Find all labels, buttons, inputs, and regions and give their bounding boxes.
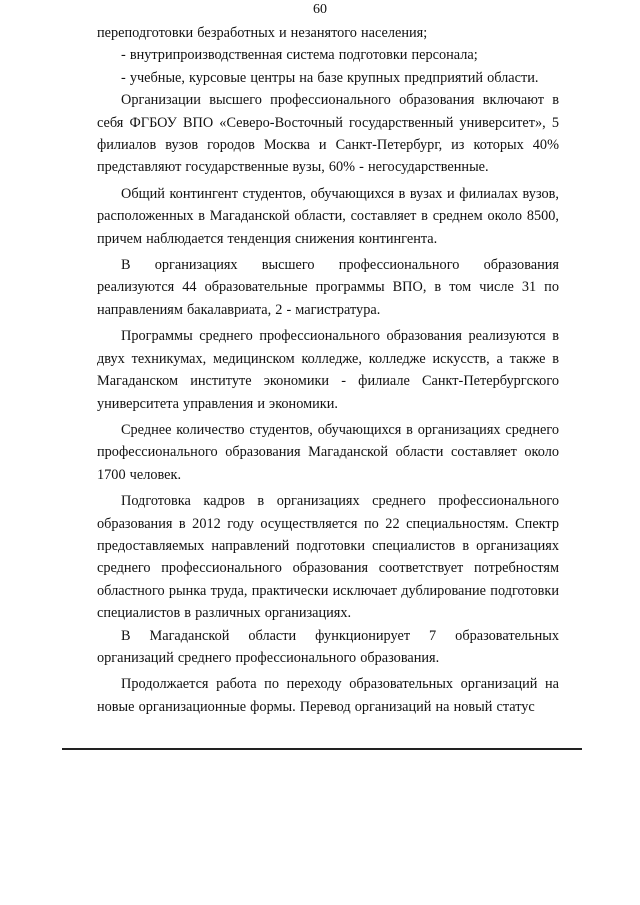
document-body xyxy=(97,22,559,718)
paragraph-secondary-students: Среднее количество студентов, обучающихся в организациях среднего профессионального образования Магаданской области составляет около 1700 человек. xyxy=(97,421,559,483)
bottom-divider xyxy=(62,748,582,750)
paragraph-higher-education-programs: В организациях высшего профессионального образования реализуются 44 образовательные программы ВПО, в том числе 31 по направлениям бакалавриата, 2 - магистратура. xyxy=(97,257,559,318)
paragraph-organizational-forms: Продолжается работа по переходу образовательных организаций на новые организационные формы. Перевод организаций на новый статус xyxy=(97,676,559,715)
list-item-internal-training: - внутрипроизводственная система подготовки персонала; xyxy=(121,47,478,64)
paragraph-higher-education-organizations: Организации высшего профессионального образования включают в себя ФГБОУ ВПО «Северо-Восточный государственный университет», 5 филиалов вузов городов Москва и Санкт-Петербург, из которых 40% представляют государственные вузы, 60% - негосударственные. xyxy=(97,92,559,176)
paragraph-organizations-count: В Магаданской области функционирует 7 образовательных организаций среднего профессионального образования. xyxy=(97,627,559,666)
paragraph-secondary-programs: Программы среднего профессионального образования реализуются в двух техникумах, медицинском колледже, колледже искусств, а также в Магаданском институте экономики - филиале Санкт-Петербургского университета управления и экономики. xyxy=(97,328,559,412)
paragraph-personnel-training: Подготовка кадров в организациях среднего профессионального образования в 2012 году осуществляется по 22 специальностям. Спектр предоставляемых направлений подготовки специалистов в организациях среднего профессионального образования соответствует потребностям областного рынка труда, практически исключает дублирование подготовки специалистов в различных организациях. xyxy=(97,493,559,622)
page-number: 60 xyxy=(313,2,327,17)
list-item-training-centers: - учебные, курсовые центры на базе крупных предприятий области. xyxy=(121,69,539,86)
paragraph-continuation: переподготовки безработных и незанятого населения; xyxy=(97,25,428,41)
paragraph-student-contingent: Общий контингент студентов, обучающихся в вузах и филиалах вузов, расположенных в Магаданской области, составляет в среднем около 8500, причем наблюдается тенденция снижения контингента. xyxy=(97,185,559,247)
